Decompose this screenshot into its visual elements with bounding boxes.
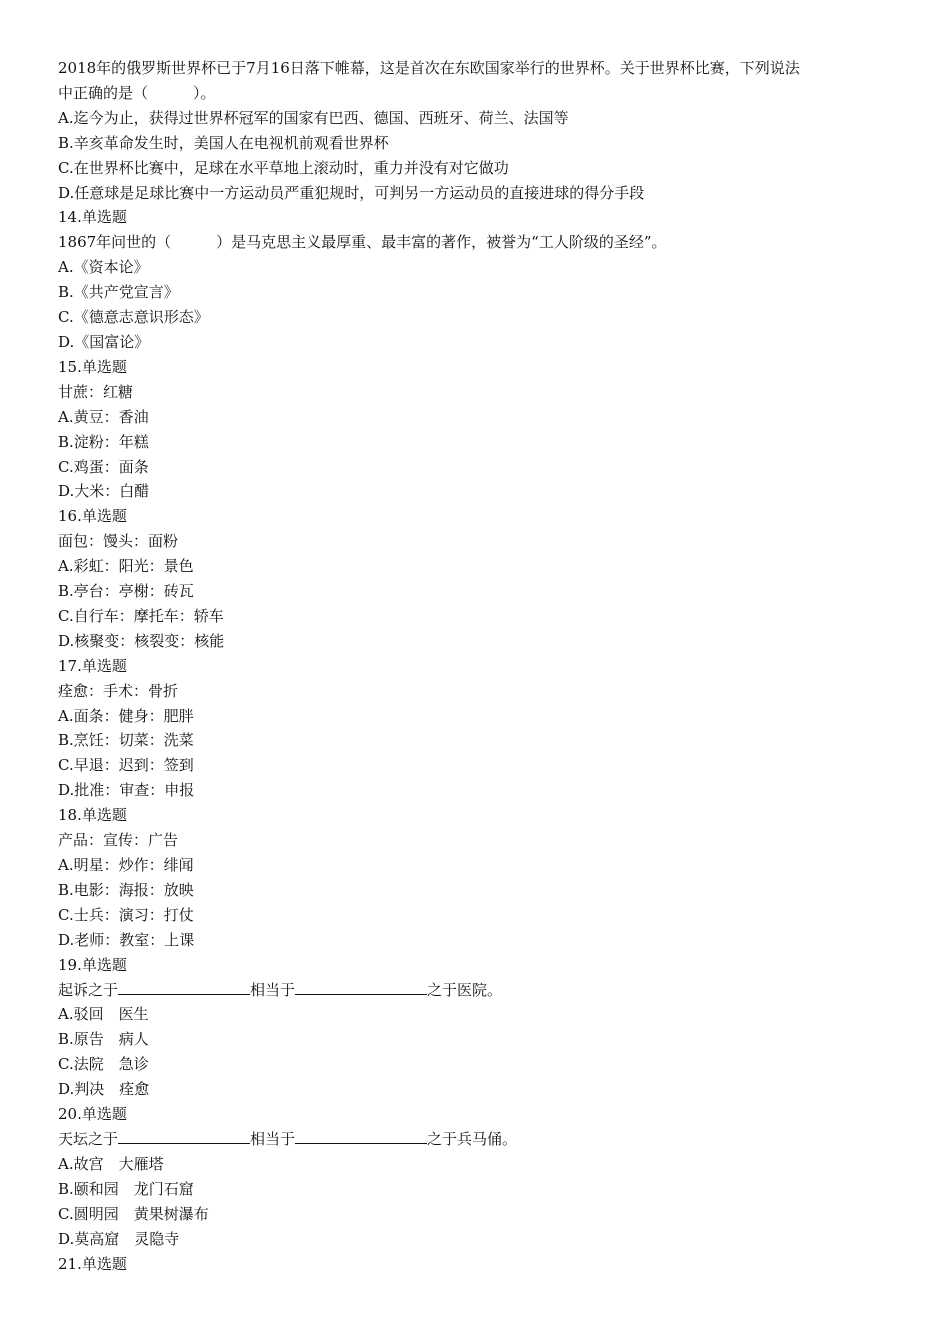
option-b: B.原告 病人 — [58, 1030, 149, 1049]
question-stem: 面包：馒头：面粉 — [58, 532, 179, 551]
option-b: B.烹饪：切菜：洗菜 — [58, 731, 194, 750]
question-stem — [58, 1127, 898, 1152]
option-b: B.电影：海报：放映 — [58, 880, 194, 899]
option-b: B.《共产党宣言》 — [58, 283, 179, 302]
option-c: C.自行车：摩托车：轿车 — [58, 606, 224, 625]
option-a: A.彩虹：阳光：景色 — [58, 557, 194, 576]
option-a: A.黄豆：香油 — [58, 407, 149, 426]
question-21 — [58, 1252, 898, 1277]
option-d: D.大米：白醋 — [58, 482, 150, 501]
question-18 — [58, 803, 898, 952]
question-20 — [58, 1102, 898, 1251]
option-b: B.淀粉：年糕 — [58, 432, 149, 451]
option-b: B.辛亥革命发生时，美国人在电视机前观看世界杯 — [58, 133, 389, 152]
option-a: A.驳回 医生 — [58, 1005, 149, 1024]
stem-part-2: 相当于 — [250, 1129, 296, 1148]
option-d: D.《国富论》 — [58, 332, 150, 351]
stem-part-3: 之于兵马俑。 — [427, 1129, 518, 1148]
question-header: 15.单选题 — [58, 357, 127, 376]
question-16 — [58, 504, 898, 653]
stem-part-2: 相当于 — [250, 980, 296, 999]
stem-part-3: 之于医院。 — [427, 980, 503, 999]
option-a: A.迄今为止，获得过世界杯冠军的国家有巴西、德国、西班牙、荷兰、法国等 — [58, 108, 569, 127]
question-stem — [58, 978, 898, 1003]
option-d: D.判决 痊愈 — [58, 1080, 150, 1099]
answer-blank-2 — [295, 1128, 427, 1144]
option-a: A.面条：健身：肥胖 — [58, 706, 194, 725]
question-stem: 1867年问世的（ ）是马克思主义最厚重、最丰富的著作，被誉为“工人阶级的圣经”。 — [58, 233, 667, 252]
answer-blank-2 — [295, 979, 427, 995]
question-stem: 痊愈：手术：骨折 — [58, 681, 179, 700]
question-19 — [58, 953, 898, 1102]
question-header: 17.单选题 — [58, 656, 127, 675]
option-a: A.《资本论》 — [58, 258, 149, 277]
option-b: B.亭台：亭榭：砖瓦 — [58, 582, 194, 601]
question-stem: 产品：宣传：广告 — [58, 831, 179, 850]
option-a: A.明星：炒作：绯闻 — [58, 856, 194, 874]
question-17 — [58, 654, 898, 803]
question-stem: 甘蔗：红糖 — [58, 382, 134, 401]
option-c: C.士兵：演习：打仗 — [58, 905, 194, 924]
question-15 — [58, 355, 898, 504]
option-d: D.任意球是足球比赛中一方运动员严重犯规时，可判另一方运动员的直接进球的得分手段 — [58, 183, 645, 202]
option-c: C.法院 急诊 — [58, 1055, 149, 1074]
question-header: 20.单选题 — [58, 1105, 127, 1124]
question-header: 18.单选题 — [58, 806, 127, 825]
stem-part-1: 起诉之于 — [58, 980, 119, 999]
option-c: C.在世界杯比赛中，足球在水平草地上滚动时，重力并没有对它做功 — [58, 158, 509, 177]
stem-part-1: 天坛之于 — [58, 1129, 119, 1148]
option-d: D.老师：教室：上课 — [58, 930, 195, 949]
exam-document — [58, 56, 898, 1276]
option-c: C.圆明园 黄果树瀑布 — [58, 1204, 209, 1223]
option-d: D.莫高窟 灵隐寺 — [58, 1229, 180, 1248]
question-header: 21.单选题 — [58, 1254, 127, 1273]
answer-blank-1 — [118, 1128, 250, 1144]
question-13 — [58, 56, 898, 205]
question-header: 19.单选题 — [58, 955, 127, 974]
answer-blank-1 — [118, 979, 250, 995]
option-d: D.核聚变：核裂变：核能 — [58, 631, 225, 650]
question-header: 14.单选题 — [58, 208, 127, 227]
question-stem-continued: 中正确的是（ ）。 — [58, 83, 216, 102]
option-c: C.《德意志意识形态》 — [58, 308, 209, 327]
question-header: 16.单选题 — [58, 507, 127, 526]
option-c: C.早退：迟到：签到 — [58, 756, 194, 775]
option-c: C.鸡蛋：面条 — [58, 457, 149, 476]
question-stem: 2018年的俄罗斯世界杯已于7月16日落下帷幕，这是首次在东欧国家举行的世界杯。关于世界杯比赛，下列说法 — [58, 59, 800, 77]
option-b: B.颐和园 龙门石窟 — [58, 1179, 194, 1198]
option-a: A.故宫 大雁塔 — [58, 1154, 164, 1173]
question-14 — [58, 205, 898, 354]
option-d: D.批准：审查：申报 — [58, 781, 195, 800]
